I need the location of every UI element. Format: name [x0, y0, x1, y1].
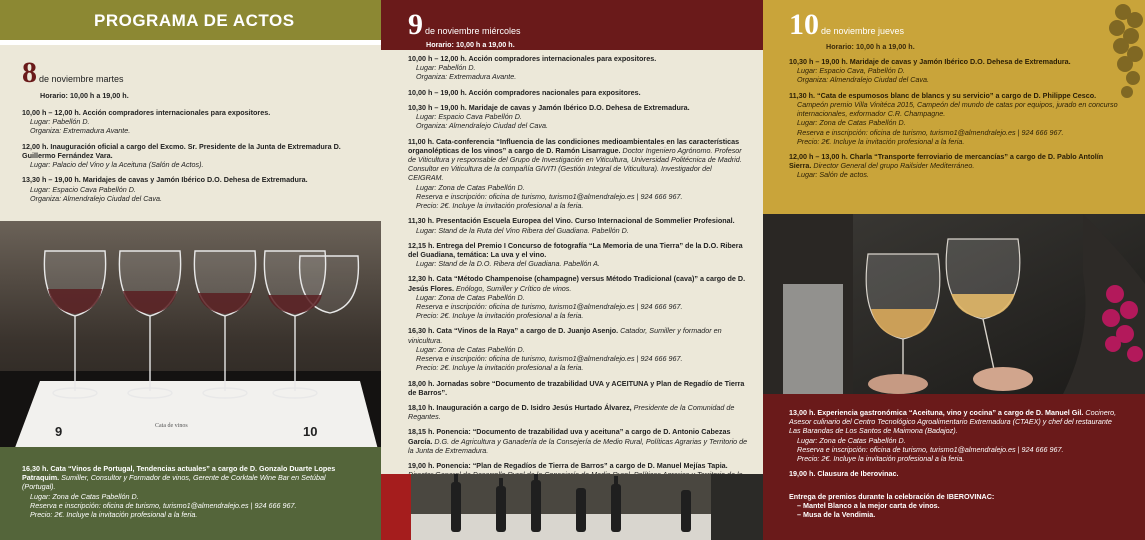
event-item	[789, 469, 1124, 478]
event-line: Lugar: Zona de Catas Pabellón D.	[797, 118, 906, 128]
day-label: de noviembre martes	[39, 74, 124, 84]
day-10-bottom-events	[789, 408, 1124, 485]
event-desc: Catador, Sumiller y formador en vinicultura.	[408, 326, 722, 345]
sheet-number-9: 9	[55, 424, 63, 439]
cata-portugal-event	[22, 464, 357, 519]
event-desc: Sumiller, Consultor y Formador de vinos, Gerente de Corktale Wine Bar en Setúbal (Portugal).	[22, 473, 326, 492]
event-line: Reserva e inscripción: oficina de turismo, turismo1@almendralejo.es | 924 666 967.	[416, 191, 683, 201]
event-title: 16,30 h. Cata “Vinos de Portugal, Tendencias actuales” a cargo de D. Gonzalo Duarte Lopes Patraquim.	[22, 464, 336, 483]
column-day-9	[381, 0, 763, 540]
event-line: Reserva e inscripción: oficina de turismo, turismo1@almendralejo.es | 924 666 967.	[416, 354, 683, 364]
day-8-events	[22, 108, 352, 209]
event-line: Lugar: Pabellón D.	[30, 117, 90, 127]
event-item	[789, 91, 1124, 146]
event-title: 18,15 h. Ponencia: “Documento de trazabilidad uva y aceituna” a cargo de D. Antonio Cabezas García.	[408, 427, 731, 446]
event-item	[408, 241, 748, 269]
event-title: 18,00 h. Jornadas sobre “Documento de trazabilidad UVA y ACEITUNA y Plan de Regadío de Tierra de Barros”.	[408, 378, 745, 397]
event-line: Lugar: Zona de Catas Pabellón D.	[30, 491, 139, 501]
event-title: 11,00 h. Cata-conferencia “Influencia de las condiciones medioambientales en las características organolépticas de los vinos” a cargo de D. Ramón Lisarrague.	[408, 136, 740, 155]
day-label: de noviembre jueves	[821, 26, 905, 36]
event-line: Lugar: Zona de Catas Pabellón D.	[416, 182, 525, 192]
award-item: – Mantel Blanco a la mejor carta de vinos.	[797, 501, 940, 511]
event-item	[22, 108, 352, 136]
awards-section	[789, 492, 1124, 520]
event-line: Reserva e inscripción: oficina de turismo, turismo1@almendralejo.es | 924 666 967.	[416, 302, 683, 312]
event-line: Lugar: Zona de Catas Pabellón D.	[416, 344, 525, 354]
day-hours: Horario: 10,00 h a 19,00 h.	[40, 91, 129, 100]
event-line: Lugar: Espacio Cava, Pabellón D.	[797, 66, 905, 76]
event-desc: Cocinero, Asesor culinario del Centro Tecnológico Agroalimentario Extremadura (CTAEX) y chef del restaurante Las Barandas de Los Santos de Maimona (Badajoz).	[789, 408, 1117, 436]
event-line: Precio: 2€. Incluye la invitación profesional a la feria.	[30, 510, 198, 520]
event-line: Lugar: Espacio Cava Pabellón D.	[416, 112, 522, 122]
event-title: 10,30 h – 19,00 h. Maridaje de cavas y Jamón Ibérico D.O. Dehesa de Extremadura.	[789, 57, 1071, 66]
event-item	[408, 137, 748, 211]
event-title: 10,00 h – 19,00 h. Acción compradores nacionales para expositores.	[408, 87, 641, 97]
day-number: 9	[408, 8, 423, 41]
event-line: Precio: 2€. Incluye la invitación profesional a la feria.	[797, 136, 965, 146]
event-line: Organiza: Extremadura Avante.	[30, 126, 131, 136]
event-line: Reserva e inscripción: oficina de turismo, turismo1@almendralejo.es | 924 666 967.	[30, 500, 297, 510]
event-title: 12,00 h. Inauguración oficial a cargo del Excmo. Sr. Presidente de la Junta de Extremadura D. Guillermo Fernández Vara.	[22, 141, 341, 160]
event-line: Lugar: Stand de la Ruta del Vino Ribera del Guadiana. Pabellón D.	[416, 225, 629, 235]
day-10-header	[789, 6, 904, 44]
event-title: 10,30 h – 19,00 h. Maridaje de cavas y Jamón Ibérico D.O. Dehesa de Extremadura.	[408, 102, 690, 112]
event-line: Reserva e inscripción: oficina de turismo, turismo1@almendralejo.es | 924 666 967.	[797, 444, 1064, 454]
event-item	[22, 175, 352, 203]
day-number: 10	[789, 8, 819, 41]
event-item	[408, 88, 748, 97]
day-9-header	[408, 6, 521, 44]
event-title: 18,10 h. Inauguración a cargo de D. Isidro Jesús Hurtado Álvarez,	[408, 403, 632, 412]
event-line: Lugar: Zona de Catas Pabellón D.	[416, 292, 525, 302]
day-number: 8	[22, 56, 37, 89]
event-desc: Enólogo, Sumiller y Crítico de vinos.	[453, 283, 572, 293]
day-label: de noviembre miércoles	[425, 26, 521, 36]
awards-title: Entrega de premios durante la celebración de IBEROVINAC:	[789, 492, 995, 501]
event-line: Lugar: Salón de actos.	[797, 170, 869, 180]
day-8-header	[22, 54, 124, 92]
banner-divider	[0, 40, 381, 45]
event-line: Lugar: Espacio Cava Pabellón D.	[30, 184, 136, 194]
day-hours: Horario: 10,00 h a 19,00 h.	[426, 40, 515, 49]
event-desc: Director General del grupo Railsider Mediterráneo.	[811, 161, 975, 171]
title-banner	[0, 0, 381, 40]
event-item	[789, 57, 1124, 85]
event-item	[408, 403, 748, 421]
event-title: 10,00 h – 12,00 h. Acción compradores internacionales para expositores.	[408, 54, 657, 63]
event-desc: Presidente de la Comunidad de Regantes.	[408, 403, 735, 422]
wine-bottles-photo	[381, 474, 763, 540]
event-line: Reserva e inscripción: oficina de turismo, turismo1@almendralejo.es | 924 666 967.	[797, 127, 1064, 137]
event-desc: D.G. de Agricultura y Ganadería de la Consejería de Medio Rural, Políticas Agrarias y Territorio de la Junta de Extremadura.	[408, 436, 748, 455]
event-title: 11,30 h. Presentación Escuela Europea del Vino. Curso Internacional de Sommelier Profesional.	[408, 216, 735, 226]
sheet-number-10: 10	[303, 424, 318, 439]
event-item	[408, 54, 748, 82]
event-title: 12,00 h – 13,00 h. Charla “Transporte ferroviario de mercancías” a cargo de D. Pablo Antolín Sierra.	[789, 151, 1104, 171]
event-title: 10,00 h – 12,00 h. Acción compradores internacionales para expositores.	[22, 108, 271, 117]
event-title: 12,30 h. Cata “Método Champenoise (champagne) versus Método Tradicional (cava)” a cargo de D. Jesús Flores.	[408, 274, 746, 293]
page-title: PROGRAMA DE ACTOS	[94, 11, 295, 30]
award-item: – Musa de la Vendimia.	[797, 510, 876, 520]
column-day-8	[0, 0, 381, 540]
sheet-label: Cata de vinos	[155, 423, 188, 429]
event-line: Organiza: Extremadura Avante.	[416, 72, 517, 82]
event-item	[408, 427, 748, 455]
event-item	[408, 274, 748, 320]
event-desc: Doctor Ingeniero Agrónomo. Profesor de Viticultura y responsable del Grupo de Investigación en Viticultura, Universidad Politécnica de Madrid. Consultor en Viticultura de la compañía GIVITI (Gestión Integral de Viticultura). Investigador del CEIGRAM.	[408, 145, 742, 183]
event-line: Organiza: Almendralejo Ciudad del Cava.	[416, 121, 548, 131]
event-title: 11,30 h. “Cata de espumosos blanc de blancs y su servicio” a cargo de D. Philippe Cesco.	[789, 90, 1097, 100]
day-8-bottom-panel	[0, 447, 381, 540]
event-desc: Campeón premio Villa Vinitéca 2015, Campeón del mundo de catas por equipos, jurado en concurso internacionales, exformador C.R. Champagne.	[797, 99, 1118, 119]
day-hours: Horario: 10,00 h a 19,00 h.	[826, 42, 915, 51]
event-title: 16,30 h. Cata “Vinos de la Raya” a cargo de D. Juanjo Asenjo.	[408, 326, 619, 336]
event-line: Precio: 2€. Incluye la invitación profesional a la feria.	[416, 363, 584, 373]
event-line: Lugar: Zona de Catas Pabellón D.	[797, 435, 906, 445]
event-title: 19,00 h. Ponencia: “Plan de Regadíos de Tierra de Barros” a cargo de D. Manuel Mejías Tapia.	[408, 461, 728, 471]
cava-toast-photo	[763, 214, 1145, 394]
event-line: Precio: 2€. Incluye la invitación profesional a la feria.	[416, 311, 584, 321]
event-line: Lugar: Pabellón D.	[416, 63, 476, 73]
event-item	[22, 142, 352, 170]
event-line: Lugar: Stand de la D.O. Ribera del Guadiana. Pabellón A.	[416, 259, 600, 269]
wine-glasses-photo	[0, 221, 381, 461]
event-title: 19,00 h. Clausura de Iberovinac.	[789, 469, 899, 479]
event-item	[408, 326, 748, 372]
event-title: 12,15 h. Entrega del Premio I Concurso de fotografía “La Memoria de una Tierra” de la D.O. Ribera del Guadiana, temática: La uva y el vino.	[408, 240, 743, 259]
event-title: 13,30 h – 19,00 h. Maridajes de cavas y Jamón Ibérico D.O. Dehesa de Extremadura.	[22, 175, 308, 185]
event-title: 13,00 h. Experiencia gastronómica “Aceituna, vino y cocina” a cargo de D. Manuel Gil.	[789, 408, 1084, 417]
event-line: Precio: 2€. Incluye la invitación profesional a la feria.	[416, 201, 584, 211]
event-line: Organiza: Almendralejo Ciudad del Cava.	[797, 75, 929, 85]
event-line: Precio: 2€. Incluye la invitación profesional a la feria.	[797, 454, 965, 464]
column-day-10	[763, 0, 1145, 540]
event-item	[408, 103, 748, 131]
event-line: Organiza: Almendralejo Ciudad del Cava.	[30, 193, 162, 203]
event-item	[789, 152, 1124, 180]
event-item	[408, 379, 748, 397]
event-item	[408, 216, 748, 234]
day-10-events	[789, 57, 1124, 186]
day-9-events	[408, 54, 748, 525]
event-item	[789, 408, 1124, 463]
event-line: Lugar: Palacio del Vino y la Aceituna (Salón de Actos).	[30, 160, 204, 170]
